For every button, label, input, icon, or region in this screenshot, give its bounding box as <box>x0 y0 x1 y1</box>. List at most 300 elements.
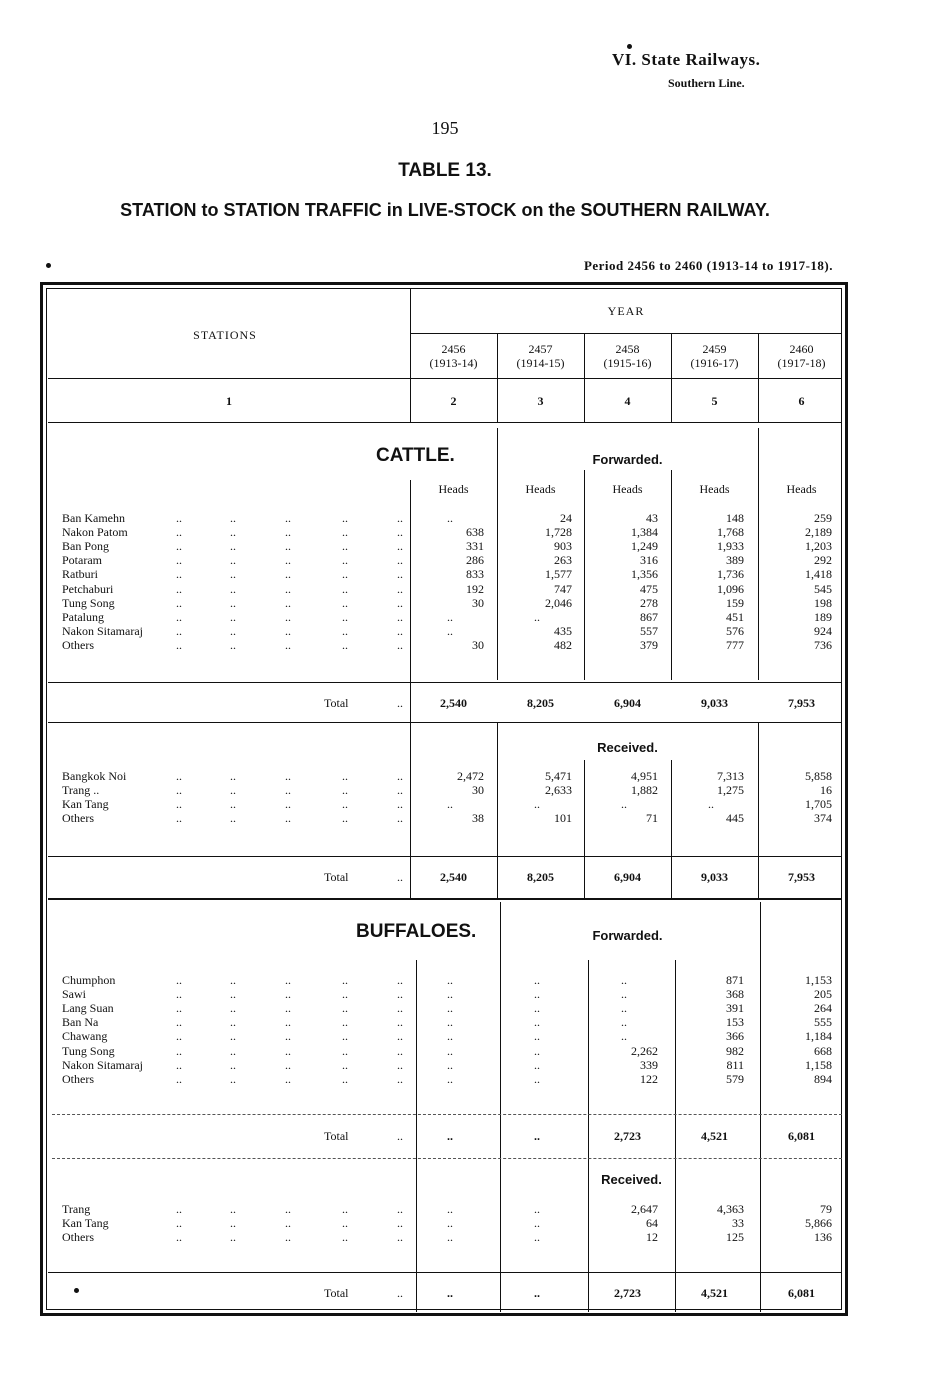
table-cell: 79 <box>820 1202 832 1216</box>
table-cell: .. <box>447 1202 453 1216</box>
table-cell: .. <box>447 609 453 624</box>
dot-leader: .. <box>397 1043 403 1058</box>
dot-leader: .. <box>342 1230 348 1245</box>
total-cell: 4,521 <box>701 1129 728 1143</box>
dot-leader: .. <box>230 1057 236 1072</box>
station-name: Ban Na <box>62 1015 99 1030</box>
table-cell: 148 <box>726 511 744 525</box>
table-cell: 30 <box>472 595 484 610</box>
table-cell: 903 <box>554 539 572 554</box>
dot-leader: .. <box>397 783 403 798</box>
table-cell: 2,046 <box>545 595 572 610</box>
year-ce: (1914-15) <box>516 356 565 370</box>
table-cell: 1,418 <box>805 567 832 582</box>
table-cell: .. <box>447 1001 453 1016</box>
rule-line <box>48 378 842 379</box>
forwarded-label: Forwarded. <box>592 452 663 467</box>
table-cell: 1,728 <box>545 525 572 540</box>
total-cell: .. <box>534 1286 540 1300</box>
dot-leader: .. <box>230 973 236 987</box>
year-be: 2460 <box>789 342 814 356</box>
station-name: Sawi <box>62 987 86 1002</box>
dot-leader: .. <box>176 1057 182 1072</box>
table-cell: 389 <box>726 553 744 568</box>
table-cell: 1,153 <box>805 973 832 987</box>
dot-leader: .. <box>397 581 403 596</box>
table-cell: 747 <box>554 581 572 596</box>
table-cell: 205 <box>814 987 832 1002</box>
dot-leader: .. <box>230 987 236 1002</box>
dot-leader: .. <box>342 1015 348 1030</box>
dot-leader: .. <box>176 1216 182 1231</box>
dot-leader: .. <box>285 609 291 624</box>
total-cell: 2,723 <box>614 1129 641 1143</box>
table-cell: 482 <box>554 637 572 652</box>
dot-leader: .. <box>230 797 236 812</box>
dot-leader: .. <box>176 525 182 540</box>
table-cell: .. <box>621 797 627 812</box>
table-cell: .. <box>621 1029 627 1044</box>
table-cell: .. <box>534 1001 540 1016</box>
station-name: Potaram <box>62 553 102 568</box>
table-cell: 316 <box>640 553 658 568</box>
table-cell: 101 <box>554 811 572 826</box>
table-cell: 555 <box>814 1015 832 1030</box>
dot-leader: .. <box>285 581 291 596</box>
station-name: Lang Suan <box>62 1001 114 1016</box>
table-cell: 1,705 <box>805 797 832 812</box>
unit-label: Heads <box>525 482 556 496</box>
table-cell: .. <box>534 1230 540 1245</box>
received-label: Received. <box>597 740 658 755</box>
total-cell: 2,540 <box>440 696 467 710</box>
dot-leader: .. <box>285 1029 291 1044</box>
dot-leader: .. <box>285 769 291 783</box>
table-cell: .. <box>447 1216 453 1231</box>
total-cell: 7,953 <box>788 696 815 710</box>
dot-leader: .. <box>342 1029 348 1044</box>
dot-leader: .. <box>230 525 236 540</box>
table-cell: 894 <box>814 1071 832 1086</box>
dot-leader: .. <box>285 623 291 638</box>
dot-leader: .. <box>342 553 348 568</box>
table-cell: 1,275 <box>717 783 744 798</box>
dot-leader: .. <box>230 1230 236 1245</box>
bullet-mark <box>627 44 632 49</box>
table-cell: .. <box>447 511 453 525</box>
dot-leader: .. <box>342 511 348 525</box>
table-cell: 5,471 <box>545 769 572 783</box>
rule-line <box>48 1272 842 1273</box>
dot-leader: .. <box>397 1286 403 1300</box>
table-cell: 982 <box>726 1043 744 1058</box>
station-name: Others <box>62 1230 94 1245</box>
dot-leader: .. <box>230 783 236 798</box>
year-be: 2456 <box>441 342 466 356</box>
dot-leader: .. <box>397 1216 403 1231</box>
dot-leader: .. <box>342 1202 348 1216</box>
year-ce: (1916-17) <box>690 356 739 370</box>
dot-leader: .. <box>176 1202 182 1216</box>
table-inner-frame <box>46 288 842 1310</box>
table-cell: 2,633 <box>545 783 572 798</box>
table-cell: 576 <box>726 623 744 638</box>
table-cell: 579 <box>726 1071 744 1086</box>
dot-leader: .. <box>176 1230 182 1245</box>
table-cell: 871 <box>726 973 744 987</box>
table-cell: 451 <box>726 609 744 624</box>
station-name: Others <box>62 811 94 826</box>
table-cell: 1,577 <box>545 567 572 582</box>
received-label: Received. <box>601 1172 662 1187</box>
dot-leader: .. <box>397 1230 403 1245</box>
column-number: 6 <box>798 394 805 408</box>
year-be: 2457 <box>528 342 553 356</box>
table-cell: .. <box>708 797 714 812</box>
year-be: 2459 <box>702 342 727 356</box>
table-cell: .. <box>447 987 453 1002</box>
table-cell: 12 <box>646 1230 658 1245</box>
table-cell: .. <box>534 1015 540 1030</box>
total-label: Total <box>324 1286 349 1300</box>
station-name: Ban Pong <box>62 539 110 554</box>
table-cell: 33 <box>732 1216 744 1231</box>
total-label: Total <box>324 1129 349 1143</box>
year-ce: (1917-18) <box>777 356 826 370</box>
dot-leader: .. <box>342 595 348 610</box>
table-cell: .. <box>621 1001 627 1016</box>
column-rule <box>416 960 417 1312</box>
table-cell: .. <box>447 1230 453 1245</box>
dot-leader: .. <box>397 595 403 610</box>
dot-leader: .. <box>176 1029 182 1044</box>
table-cell: .. <box>447 1043 453 1058</box>
dot-leader: .. <box>176 609 182 624</box>
dot-leader: .. <box>230 1015 236 1030</box>
dot-leader: .. <box>176 567 182 582</box>
table-cell: 833 <box>466 567 484 582</box>
table-cell: 736 <box>814 637 832 652</box>
table-cell: 2,262 <box>631 1043 658 1058</box>
column-number: 5 <box>711 394 718 408</box>
table-cell: .. <box>447 1029 453 1044</box>
table-title: STATION to STATION TRAFFIC in LIVE-STOCK on the SOUTHERN RAILWAY. <box>120 200 770 220</box>
station-name: Nakon Patom <box>62 525 128 540</box>
dot-leader: .. <box>285 567 291 582</box>
stations-header: STATIONS <box>193 328 257 342</box>
forwarded-label: Forwarded. <box>592 928 663 943</box>
year-header: YEAR <box>607 304 645 318</box>
dot-leader: .. <box>342 783 348 798</box>
dot-leader: .. <box>230 1043 236 1058</box>
dot-leader: .. <box>285 1071 291 1086</box>
table-cell: 263 <box>554 553 572 568</box>
station-name: Ban Kamehn <box>62 511 125 525</box>
table-cell: .. <box>621 973 627 987</box>
year-ce: (1913-14) <box>429 356 478 370</box>
column-number: 1 <box>226 394 232 408</box>
table-cell: 1,933 <box>717 539 744 554</box>
rule-line <box>52 1158 842 1159</box>
total-cell: 9,033 <box>701 696 728 710</box>
dot-leader: .. <box>342 1057 348 1072</box>
dot-leader: .. <box>285 783 291 798</box>
dot-leader: .. <box>176 1001 182 1016</box>
table-cell: 1,203 <box>805 539 832 554</box>
table-cell: .. <box>534 1071 540 1086</box>
table-cell: 24 <box>560 511 572 525</box>
dot-leader: .. <box>285 525 291 540</box>
dot-leader: .. <box>397 623 403 638</box>
table-cell: 545 <box>814 581 832 596</box>
dot-leader: .. <box>397 1029 403 1044</box>
table-cell: 374 <box>814 811 832 826</box>
dot-leader: .. <box>342 581 348 596</box>
dot-leader: .. <box>342 525 348 540</box>
rule-line <box>52 1114 842 1115</box>
dot-leader: .. <box>176 987 182 1002</box>
dot-leader: .. <box>285 811 291 826</box>
column-rule <box>500 902 501 1312</box>
column-number: 3 <box>537 394 544 408</box>
dot-leader: .. <box>397 1129 403 1143</box>
table-number: TABLE 13. <box>398 160 492 181</box>
section-title-cattle: CATTLE. <box>376 445 455 466</box>
table-cell: .. <box>447 1057 453 1072</box>
table-cell: 125 <box>726 1230 744 1245</box>
table-cell: .. <box>621 1015 627 1030</box>
rule-line <box>48 722 842 723</box>
dot-leader: .. <box>285 1230 291 1245</box>
dot-leader: .. <box>285 1015 291 1030</box>
bullet-mark <box>46 263 51 268</box>
table-cell: 4,363 <box>717 1202 744 1216</box>
table-cell: 259 <box>814 511 832 525</box>
dot-leader: .. <box>342 623 348 638</box>
dot-leader: .. <box>397 539 403 554</box>
dot-leader: .. <box>176 553 182 568</box>
dot-leader: .. <box>176 811 182 826</box>
station-name: Petchaburi <box>62 581 114 596</box>
dot-leader: .. <box>230 567 236 582</box>
dot-leader: .. <box>176 1071 182 1086</box>
dot-leader: .. <box>342 1071 348 1086</box>
table-cell: .. <box>447 973 453 987</box>
table-cell: 1,384 <box>631 525 658 540</box>
dot-leader: .. <box>397 637 403 652</box>
table-cell: 1,249 <box>631 539 658 554</box>
total-cell: 2,723 <box>614 1286 641 1300</box>
dot-leader: .. <box>397 1057 403 1072</box>
table-cell: 64 <box>646 1216 658 1231</box>
line-heading: Southern Line. <box>668 76 745 90</box>
table-cell: 391 <box>726 1001 744 1016</box>
table-cell: .. <box>534 609 540 624</box>
dot-leader: .. <box>176 1043 182 1058</box>
table-cell: 2,189 <box>805 525 832 540</box>
dot-leader: .. <box>285 595 291 610</box>
column-number: 2 <box>450 394 457 408</box>
table-cell: 1,356 <box>631 567 658 582</box>
table-cell: 557 <box>640 623 658 638</box>
table-cell: 924 <box>814 623 832 638</box>
dot-leader: .. <box>230 1202 236 1216</box>
table-cell: 638 <box>466 525 484 540</box>
dot-leader: .. <box>397 797 403 812</box>
station-name: Bangkok Noi <box>62 769 127 783</box>
station-name: Patalung <box>62 609 104 624</box>
dot-leader: .. <box>397 987 403 1002</box>
table-cell: 16 <box>820 783 832 798</box>
dot-leader: .. <box>230 595 236 610</box>
dot-leader: .. <box>397 553 403 568</box>
table-cell: 1,184 <box>805 1029 832 1044</box>
table-cell: 198 <box>814 595 832 610</box>
dot-leader: .. <box>397 973 403 987</box>
dot-leader: .. <box>230 1001 236 1016</box>
bullet-mark <box>74 1288 79 1293</box>
table-cell: 5,866 <box>805 1216 832 1231</box>
table-cell: 38 <box>472 811 484 826</box>
table-cell: 159 <box>726 595 744 610</box>
table-cell: .. <box>534 987 540 1002</box>
dot-leader: .. <box>285 1202 291 1216</box>
station-name: Nakon Sitamaraj <box>62 623 143 638</box>
table-cell: 668 <box>814 1043 832 1058</box>
dot-leader: .. <box>285 1043 291 1058</box>
table-cell: 278 <box>640 595 658 610</box>
dot-leader: .. <box>230 553 236 568</box>
dot-leader: .. <box>176 797 182 812</box>
table-cell: 445 <box>726 811 744 826</box>
dot-leader: .. <box>342 973 348 987</box>
table-cell: 7,313 <box>717 769 744 783</box>
dot-leader: .. <box>230 1029 236 1044</box>
dot-leader: .. <box>397 1202 403 1216</box>
table-cell: 292 <box>814 553 832 568</box>
table-cell: .. <box>534 797 540 812</box>
total-cell: .. <box>447 1129 453 1143</box>
station-name: Ratburi <box>62 567 98 582</box>
dot-leader: .. <box>285 797 291 812</box>
dot-leader: .. <box>176 623 182 638</box>
total-cell: 4,521 <box>701 1286 728 1300</box>
station-name: Others <box>62 1071 94 1086</box>
dot-leader: .. <box>342 1001 348 1016</box>
table-cell: 435 <box>554 623 572 638</box>
table-cell: .. <box>534 1216 540 1231</box>
station-name: Chawang <box>62 1029 108 1044</box>
table-cell: .. <box>534 1057 540 1072</box>
total-cell: 6,081 <box>788 1129 815 1143</box>
table-cell: .. <box>447 1071 453 1086</box>
station-name: Tung Song <box>62 595 115 610</box>
rule-line <box>48 422 842 423</box>
dot-leader: .. <box>230 1216 236 1231</box>
station-name: Tung Song <box>62 1043 115 1058</box>
unit-label: Heads <box>699 482 730 496</box>
rule-line <box>48 856 842 857</box>
dot-leader: .. <box>230 623 236 638</box>
dot-leader: .. <box>397 696 403 710</box>
dot-leader: .. <box>176 637 182 652</box>
table-cell: 339 <box>640 1057 658 1072</box>
dot-leader: .. <box>176 595 182 610</box>
station-name: Others <box>62 637 94 652</box>
table-cell: 30 <box>472 637 484 652</box>
dot-leader: .. <box>176 539 182 554</box>
section-title-buffaloes: BUFFALOES. <box>356 921 477 942</box>
dot-leader: .. <box>230 769 236 783</box>
table-cell: .. <box>447 623 453 638</box>
total-cell: 9,033 <box>701 870 728 884</box>
dot-leader: .. <box>285 1001 291 1016</box>
table-cell: 777 <box>726 637 744 652</box>
dot-leader: .. <box>397 511 403 525</box>
table-cell: 192 <box>466 581 484 596</box>
dot-leader: .. <box>176 769 182 783</box>
column-number: 4 <box>624 394 631 408</box>
year-be: 2458 <box>615 342 640 356</box>
station-name: Kan Tang <box>62 1216 109 1231</box>
table-cell: 264 <box>814 1001 832 1016</box>
dot-leader: .. <box>176 783 182 798</box>
column-rule <box>760 902 761 1312</box>
rule-line <box>48 898 842 900</box>
dot-leader: .. <box>342 637 348 652</box>
dot-leader: .. <box>176 1015 182 1030</box>
rule-line <box>410 333 842 334</box>
dot-leader: .. <box>342 1043 348 1058</box>
table-cell: 475 <box>640 581 658 596</box>
station-name: Trang .. <box>62 783 100 798</box>
table-cell: .. <box>447 1015 453 1030</box>
table-cell: 379 <box>640 637 658 652</box>
station-name: Kan Tang <box>62 797 109 812</box>
dot-leader: .. <box>397 1015 403 1030</box>
table-cell: 189 <box>814 609 832 624</box>
dot-leader: .. <box>285 539 291 554</box>
dot-leader: .. <box>342 811 348 826</box>
total-cell: 2,540 <box>440 870 467 884</box>
table-cell: 1,158 <box>805 1057 832 1072</box>
dot-leader: .. <box>397 1071 403 1086</box>
dot-leader: .. <box>230 581 236 596</box>
unit-label: Heads <box>786 482 817 496</box>
dot-leader: .. <box>230 511 236 525</box>
table-cell: .. <box>621 987 627 1002</box>
dot-leader: .. <box>342 609 348 624</box>
dot-leader: .. <box>342 987 348 1002</box>
unit-label: Heads <box>612 482 643 496</box>
section-heading: VI. State Railways. <box>612 50 761 69</box>
dot-leader: .. <box>285 973 291 987</box>
dot-leader: .. <box>397 769 403 783</box>
dot-leader: .. <box>176 511 182 525</box>
dot-leader: .. <box>176 973 182 987</box>
table-cell: 2,647 <box>631 1202 658 1216</box>
table-cell: 71 <box>646 811 658 826</box>
total-cell: 6,081 <box>788 1286 815 1300</box>
table-cell: 1,096 <box>717 581 744 596</box>
station-name: Trang <box>62 1202 91 1216</box>
total-label: Total <box>324 696 349 710</box>
dot-leader: .. <box>397 525 403 540</box>
dot-leader: .. <box>342 539 348 554</box>
table-cell: 2,472 <box>457 769 484 783</box>
table-cell: 331 <box>466 539 484 554</box>
year-ce: (1915-16) <box>603 356 652 370</box>
